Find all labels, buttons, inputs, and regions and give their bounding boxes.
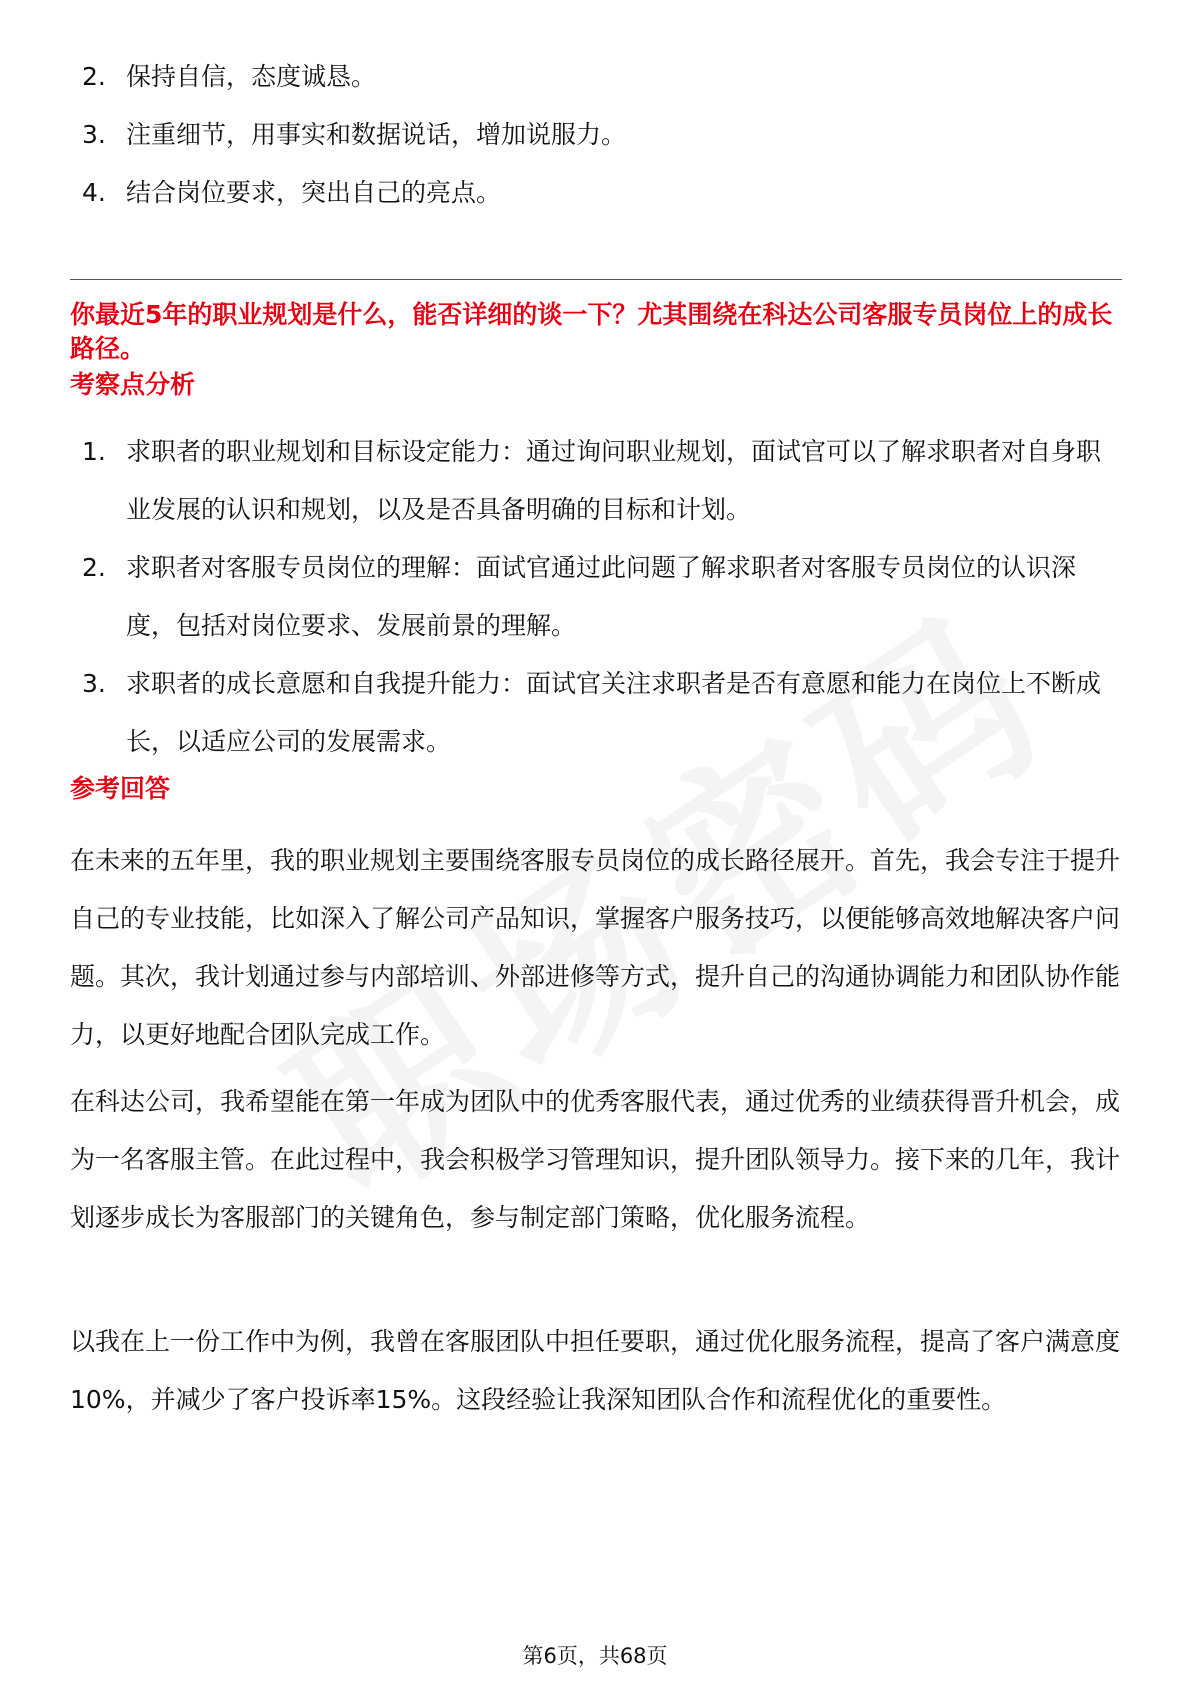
analysis-title: 考察点分析 [70,370,196,399]
list-item [82,655,1122,771]
list-text: 结合岗位要求，突出自己的亮点。 [126,178,502,207]
list-text: 求职者对客服专员岗位的理解：面试官通过此问题了解求职者对客服专员岗位的认识深度，包括对岗位要求、发展前景的理解。 [126,553,1077,640]
list-item [82,48,1122,106]
list-item [82,164,1122,222]
analysis-list [82,423,1122,771]
answer-paragraph: 在未来的五年里，我的职业规划主要围绕客服专员岗位的成长路径展开。首先，我会专注于提升自己的专业技能，比如深入了解公司产品知识，掌握客户服务技巧，以便能够高效地解决客户问题。其次，我计划通过参与内部培训、外部进修等方式，提升自己的沟通协调能力和团队协作能力，以更好地配合团队完成工作。 [70,846,1121,1049]
answer-title: 参考回答 [70,774,171,803]
list-number: 2. [82,62,106,91]
list-text: 保持自信，态度诚恳。 [126,62,377,91]
list-text: 求职者的职业规划和目标设定能力：通过询问职业规划，面试官可以了解求职者对自身职业发展的认识和规划，以及是否具备明确的目标和计划。 [126,437,1102,524]
list-number: 3. [82,669,106,698]
list-number: 3. [82,120,106,149]
list-item [82,106,1122,164]
answer-paragraph: 在科达公司，我希望能在第一年成为团队中的优秀客服代表，通过优秀的业绩获得晋升机会，成为一名客服主管。在此过程中，我会积极学习管理知识，提升团队领导力。接下来的几年，我计划逐步成长为客服部门的关键角色，参与制定部门策略，优化服务流程。 [70,1087,1121,1232]
list-item [82,423,1122,539]
divider [70,279,1122,280]
question-heading: 你最近5年的职业规划是什么，能否详细的谈一下？尤其围绕在科达公司客服专员岗位上的成长路径。 [70,300,1113,363]
page-footer: 第6页，共68页 [522,1644,668,1668]
top-list [82,48,1122,222]
list-number: 2. [82,553,106,582]
list-item [82,539,1122,655]
answer-paragraph: 以我在上一份工作中为例，我曾在客服团队中担任要职，通过优化服务流程，提高了客户满意度10%，并减少了客户投诉率15%。这段经验让我深知团队合作和流程优化的重要性。 [70,1327,1121,1414]
list-text: 求职者的成长意愿和自我提升能力：面试官关注求职者是否有意愿和能力在岗位上不断成长，以适应公司的发展需求。 [126,669,1102,756]
list-text: 注重细节，用事实和数据说话，增加说服力。 [126,120,627,149]
list-number: 1. [82,437,106,466]
list-number: 4. [82,178,106,207]
